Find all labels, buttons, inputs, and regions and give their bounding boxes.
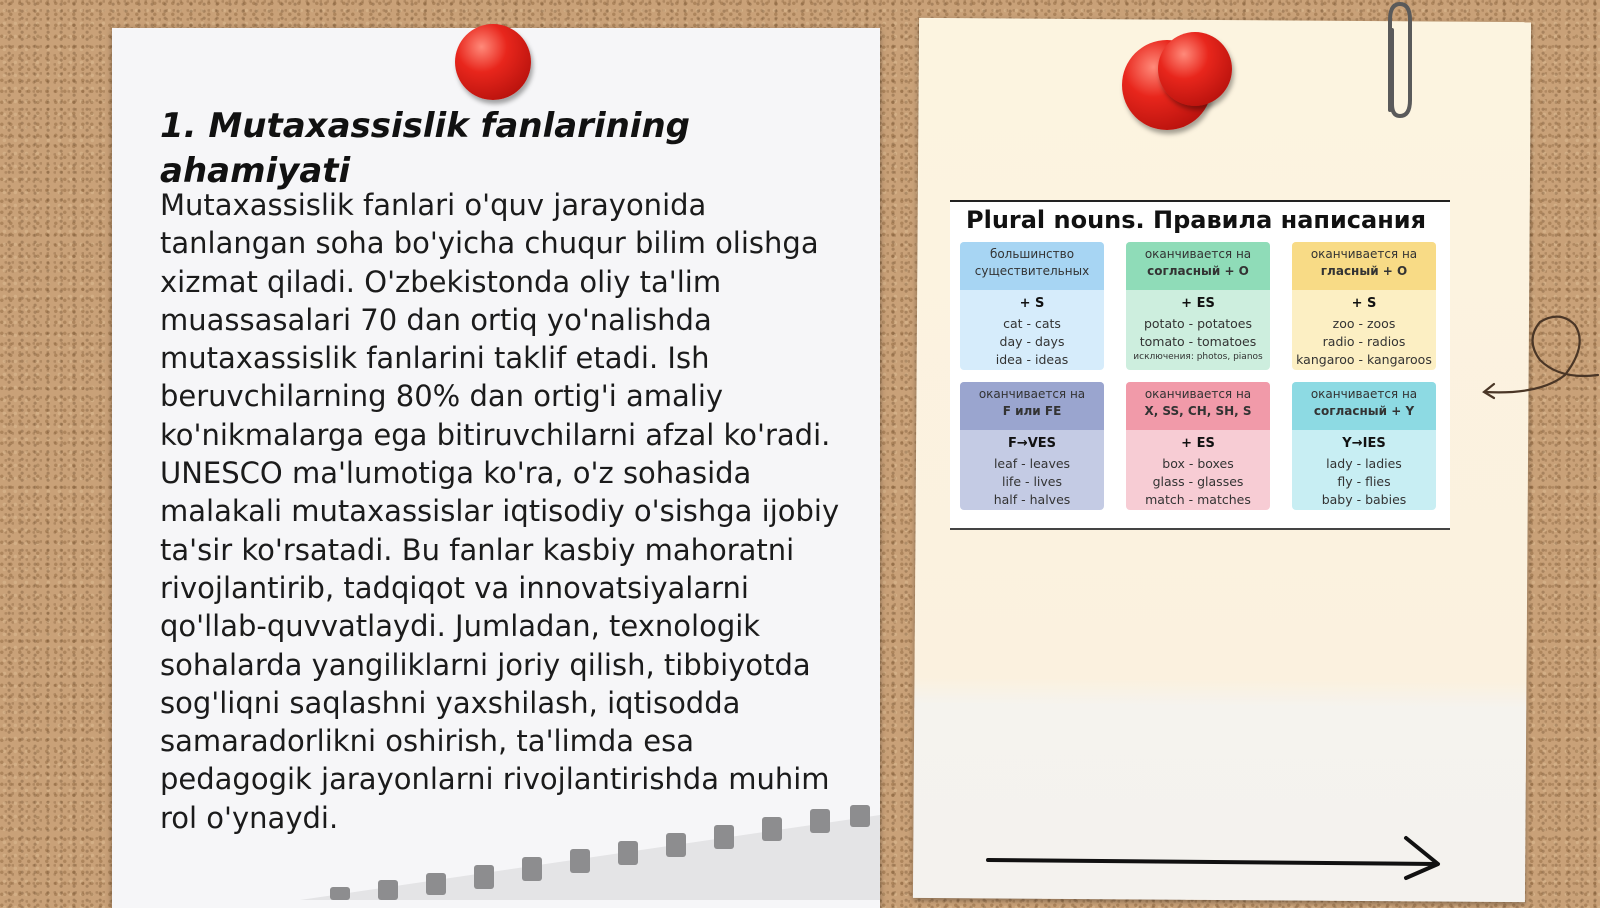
rule-cell-rule: + ES — [1181, 436, 1215, 451]
arrow-right-icon — [986, 832, 1446, 882]
example-line: leaf - leaves — [993, 456, 1071, 471]
plural-rules-card — [950, 200, 1450, 530]
example-line: box - boxes — [1162, 456, 1234, 471]
rule-cell-head — [1292, 242, 1436, 290]
rule-cell-examples — [960, 455, 1104, 509]
example-line: lady - ladies — [1326, 456, 1402, 471]
rule-cell-head-line2: гласный + O — [1320, 264, 1408, 278]
rule-cell-consonant-o — [1126, 242, 1270, 370]
example-line: kangaroo - kangaroos — [1296, 352, 1432, 367]
rule-cell-rule: Y→IES — [1342, 436, 1386, 451]
example-line: zoo - zoos — [1332, 316, 1396, 331]
rule-cell-rule: + S — [1019, 296, 1045, 311]
note-body: Mutaxassislik fanlari o'quv jarayonida tanlangan soha bo'yicha chuqur bilim olishga xizmat qiladi. O'zbekistonda oliy ta'lim muassasalari 70 dan ortiq yo'nalishda mutaxassislik fanlarini taklif etadi. Ish beruvchilarning 80% dan ortig'i amaliy ko'nikmalarga ega bitiruvchilarni afzal ko'radi. UNESCO ma'lumotiga ko'ra, o'z sohasida malakali mutaxassislar iqtisodiy o'sishga ijobiy ta'sir ko'rsatadi. Bu fanlar kasbiy mahoratni rivojlantirib, tadqiqot va innovatsiyalarni qo'llab-quvvatlaydi. Jumladan, texnologik sohalarda yangiliklarni joriy qilish, tibbiyotda sog'liqni saqlashni yaxshilash, iqtisodda samaradorlikni oshirish, ta'limda esa pedagogik jarayonlarni rivojlantirishda muhim rol o'ynaydi. — [160, 188, 840, 835]
rule-cell-head-line1: большинство — [989, 247, 1075, 261]
rule-cell-examples — [1126, 455, 1270, 509]
plural-rules-title: Plural nouns. Правила написания — [966, 206, 1427, 234]
rule-cell-head-line1: оканчивается на — [1144, 247, 1252, 261]
example-line: potato - potatoes — [1143, 316, 1253, 331]
torn-paper-edge — [300, 805, 880, 900]
rule-cell-head-line2: согласный + Y — [1313, 404, 1415, 418]
rule-cell-head — [960, 382, 1104, 430]
rule-cell-rule: + ES — [1181, 296, 1215, 311]
rule-cell-most-nouns — [960, 242, 1104, 370]
rule-cell-head-line1: оканчивается на — [1310, 247, 1418, 261]
exception-note: исключения: photos, pianos — [1133, 352, 1263, 362]
rule-cell-consonant-y — [1292, 382, 1436, 510]
rule-cell-sibilant — [1126, 382, 1270, 510]
note-title: 1. Mutaxassislik fanlarining ahamiyati — [160, 106, 691, 191]
rule-cell-examples — [1292, 315, 1436, 369]
rule-cell-head-line2: согласный + O — [1147, 264, 1249, 278]
scribble-arrow-icon — [1480, 310, 1600, 410]
example-line: fly - flies — [1337, 474, 1391, 489]
rule-cell-head — [1126, 242, 1270, 290]
example-line: idea - ideas — [995, 352, 1069, 367]
rule-cell-head-line1: оканчивается на — [978, 387, 1086, 401]
example-line: day - days — [999, 334, 1065, 349]
example-line: tomato - tomatoes — [1139, 334, 1257, 349]
rule-cell-head-line1: оканчивается на — [1144, 387, 1252, 401]
rule-cell-head-line2: F или FE — [1002, 404, 1062, 418]
rule-cell-head — [1126, 382, 1270, 430]
example-line: half - halves — [993, 492, 1071, 507]
example-line: cat - cats — [1003, 316, 1061, 331]
example-line: life - lives — [1001, 474, 1063, 489]
example-line: baby - babies — [1321, 492, 1407, 507]
rule-cell-rule: + S — [1351, 296, 1377, 311]
rule-cell-head-line1: оканчивается на — [1310, 387, 1418, 401]
rule-cell-head-line2: существительных — [974, 264, 1090, 278]
example-line: radio - radios — [1322, 334, 1406, 349]
paper-clip-icon — [1380, 0, 1416, 122]
rule-cell-examples — [1126, 315, 1270, 363]
rule-cell-rule: F→VES — [1007, 436, 1057, 451]
example-line: match - matches — [1145, 492, 1251, 507]
push-pin-icon — [1158, 32, 1232, 106]
rule-cell-head — [960, 242, 1104, 290]
rule-cell-head-line2: X, SS, CH, SH, S — [1144, 404, 1252, 418]
rule-cell-vowel-o — [1292, 242, 1436, 370]
rule-cell-examples — [1292, 455, 1436, 509]
rule-cell-f-fe — [960, 382, 1104, 510]
push-pin-icon — [455, 24, 531, 100]
rule-cell-examples — [960, 315, 1104, 369]
example-line: glass - glasses — [1152, 474, 1244, 489]
rule-cell-head — [1292, 382, 1436, 430]
